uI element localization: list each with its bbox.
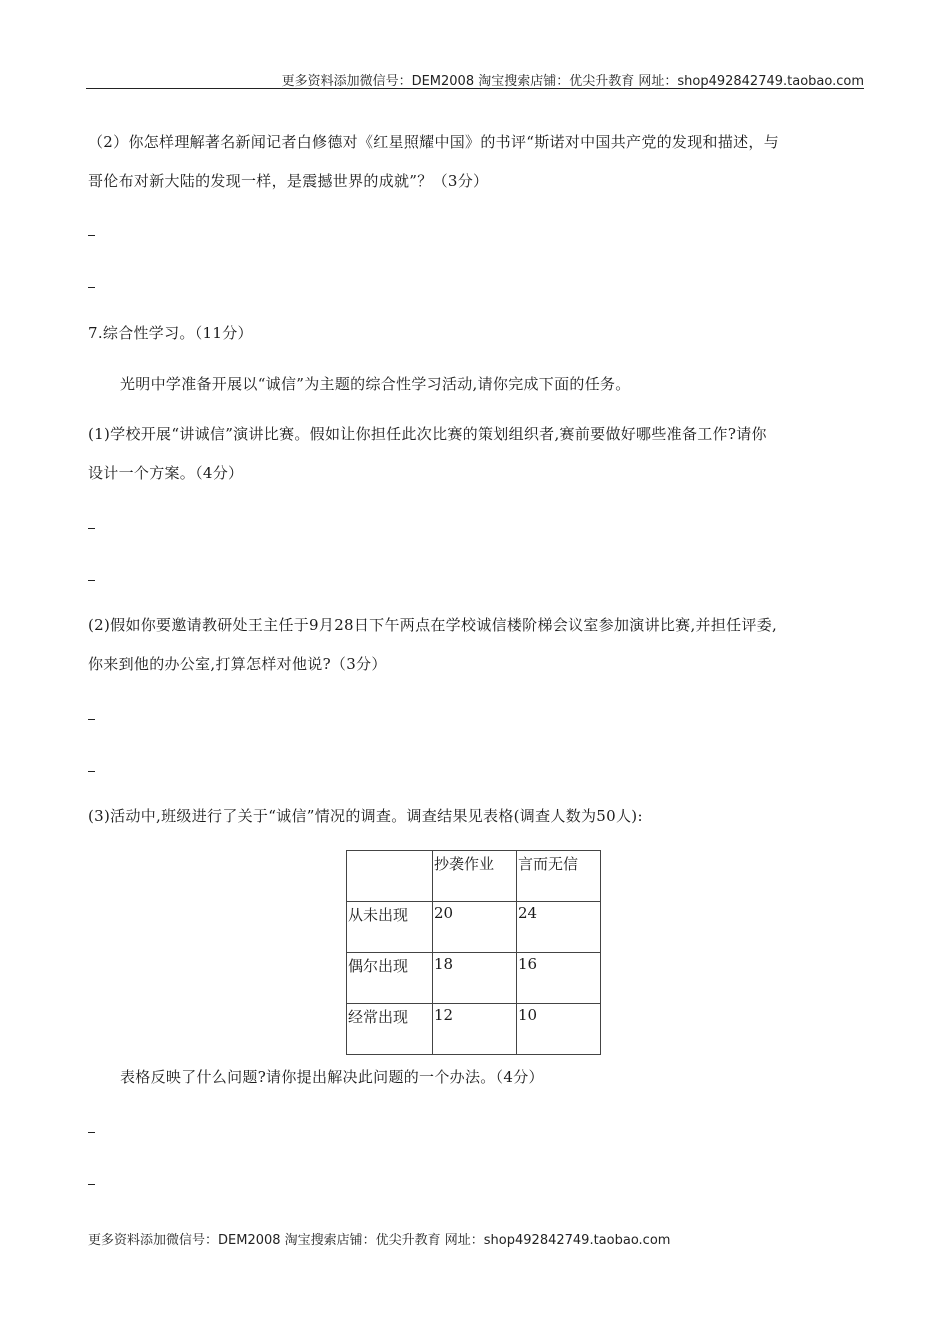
answer-blank[interactable] (88, 771, 95, 772)
q7-3-question: 表格反映了什么问题?请你提出解决此问题的一个办法。（4分） (120, 1068, 544, 1086)
q7-intro: 光明中学准备开展以“诚信”为主题的综合性学习活动,请你完成下面的任务。 (120, 375, 631, 393)
table-row (347, 902, 601, 953)
row-label: 偶尔出现 (347, 953, 433, 1004)
table-cell: 16 (517, 953, 601, 1004)
q7-1-line-2: 设计一个方案。（4分） (88, 464, 244, 482)
answer-blank[interactable] (88, 528, 95, 529)
answer-blank[interactable] (88, 580, 95, 581)
row-label: 经常出现 (347, 1004, 433, 1055)
row-label: 从未出现 (347, 902, 433, 953)
page-footer: 更多资料添加微信号：DEM2008 淘宝搜索店铺：优尖升教育 网址：shop492842749.taobao.com (88, 1233, 671, 1248)
table-row (347, 953, 601, 1004)
table-cell: 12 (433, 1004, 517, 1055)
q7-3-line-1: (3)活动中,班级进行了关于“诚信”情况的调查。调查结果见表格(调查人数为50人): (88, 807, 643, 825)
table-cell: 20 (433, 902, 517, 953)
table-cell (347, 851, 433, 902)
page-header: 更多资料添加微信号：DEM2008 淘宝搜索店铺：优尖升教育 网址：shop492842749.taobao.com (281, 74, 864, 89)
table-header-cell: 抄袭作业 (433, 851, 517, 902)
table-cell: 24 (517, 902, 601, 953)
q7-2-line-1: (2)假如你要邀请教研处王主任于9月28日下午两点在学校诚信楼阶梯会议室参加演讲比赛,并担任评委, (88, 616, 778, 634)
answer-blank[interactable] (88, 235, 95, 236)
answer-blank[interactable] (88, 719, 95, 720)
table-header-cell: 言而无信 (517, 851, 601, 902)
answer-blank[interactable] (88, 1132, 95, 1133)
q6-2-line-1: （2）你怎样理解著名新闻记者白修德对《红星照耀中国》的书评“斯诺对中国共产党的发现和描述，与 (88, 133, 780, 151)
answer-blank[interactable] (88, 1184, 95, 1185)
q7-title: 7.综合性学习。（11分） (88, 324, 253, 342)
table-cell: 10 (517, 1004, 601, 1055)
survey-table (346, 850, 601, 1055)
table-row (347, 1004, 601, 1055)
q7-1-line-1: (1)学校开展“讲诚信”演讲比赛。假如让你担任此次比赛的策划组织者,赛前要做好哪些准备工作?请你 (88, 425, 767, 443)
answer-blank[interactable] (88, 287, 95, 288)
q6-2-line-2: 哥伦布对新大陆的发现一样，是震撼世界的成就”？（3分） (88, 172, 489, 190)
table-header-row (347, 851, 601, 902)
header-divider (86, 88, 864, 89)
table-cell: 18 (433, 953, 517, 1004)
q7-2-line-2: 你来到他的办公室,打算怎样对他说?（3分） (88, 655, 387, 673)
